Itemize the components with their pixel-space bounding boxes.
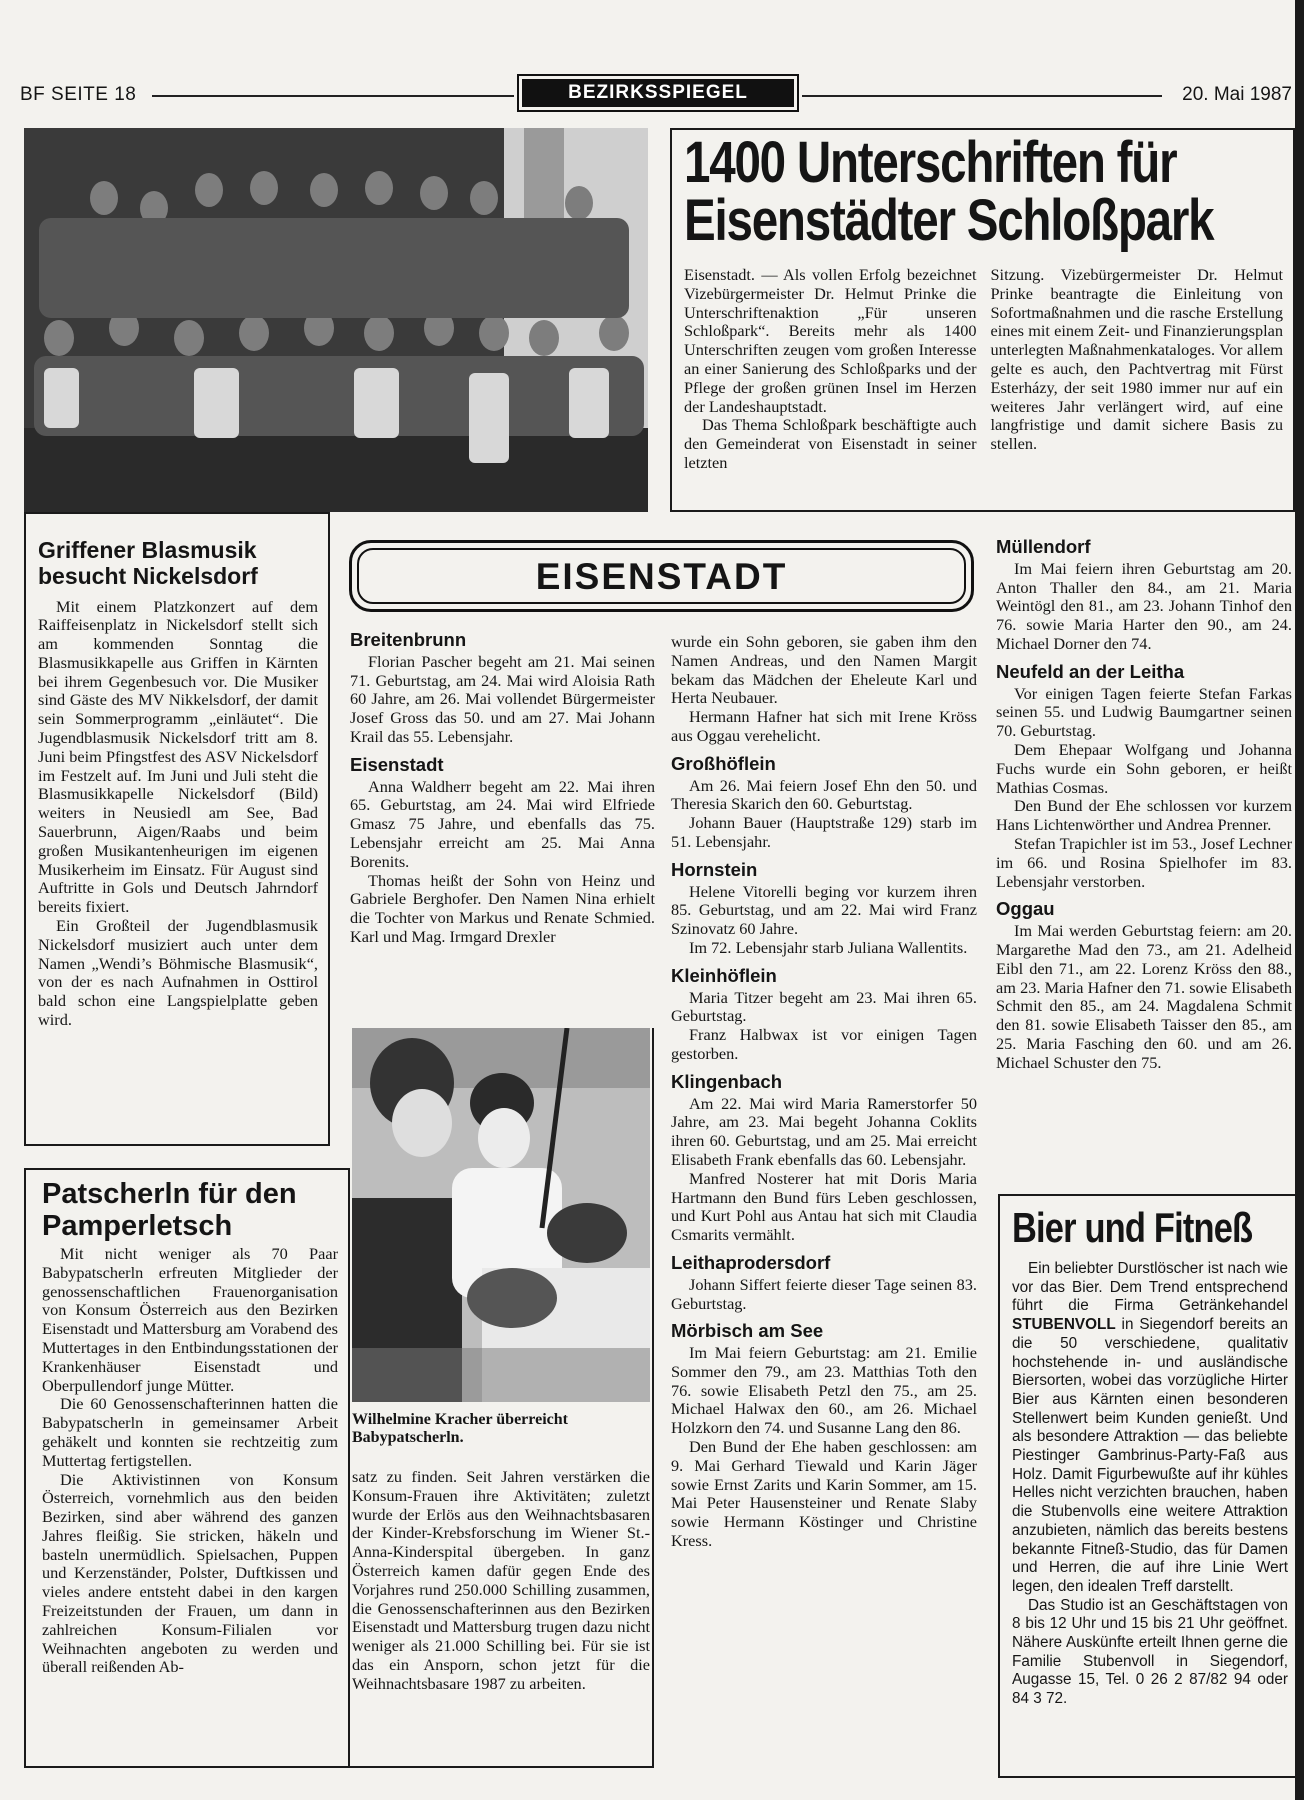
grosshoeflein-text-2: Johann Bauer (Hauptstraße 129) starb im 51. Lebensjahr. bbox=[671, 813, 977, 851]
section-banner bbox=[517, 74, 799, 112]
griffen-article bbox=[24, 512, 330, 1146]
header-rule-right bbox=[802, 95, 1162, 97]
leithaprodersdorf-heading: Leithaprodersdorf bbox=[671, 1251, 831, 1273]
bier-fitness-text-a: Ein beliebter Durstlöscher ist nach wie vor das Bier. Dem Trend entsprechend führt die Firma Getränkehandel bbox=[1012, 1260, 1288, 1315]
bier-fitness-text-b: in Siegendorf bereits an die 50 verschiedene, qualitativ hochstehende in- und ausländische Biersorten, wobei das vorzügliche Hirter Bier aus Kärnten einen besonderen Stellenwert beim Kunden genießt. Und als besondere Attraktion — das beliebte Piestinger Gambrinus-Party-Faß aus Holz. Damit Figurbewußte auf ihr kühles Helles nicht verzichten brauchen, haben die Stubenvolls eine weitere Attraktion anzubieten, nämlich das bereits bestens bekannte Fitneß-Studio, das für Damen und Herren, die auf ihre Linie Wert legen, den idealen Treff darstellt. bbox=[1012, 1316, 1288, 1595]
baby-photo-image bbox=[352, 1028, 650, 1402]
band-photo-image bbox=[24, 128, 648, 512]
grosshoeflein-heading: Großhöflein bbox=[671, 752, 776, 774]
lead-headline-line1: 1400 Unterschriften für bbox=[684, 130, 1177, 195]
hornstein-text-1: Helene Vitorelli beging vor kurzem ihren 85. Geburtstag, und am 22. Mai wird Franz Szinovatz 60 Jahre. bbox=[671, 881, 977, 939]
neufeld-text-3: Den Bund der Ehe schlossen vor kurzem Hans Lichtenwörther und Andrea Prenner. bbox=[996, 796, 1292, 835]
lead-column-1 bbox=[684, 266, 977, 473]
neufeld-heading: Neufeld an der Leitha bbox=[996, 660, 1185, 682]
page-edge bbox=[1295, 0, 1304, 1800]
griffen-paragraph-1: Mit einem Platzkonzert auf dem Raiffeisenplatz in Nickelsdorf stellt sich am kommenden Sonntag die Blasmusikkapelle aus Griffen in Kärnten bei ihrem Gegenbesuch vor. Die Musiker sind Gäste des MV Nikkelsdorf, der damit sein Sommerprogramm „einläutet“. Die Jugendblasmusik Nickelsdorf tritt am 8. Juni beim Pfingstfest des ASV Nickelsdorf im Festzelt auf. Im Juni und Juli steht die Blasmusikkapelle Nickelsdorf (Bild) weiters in Neusiedl am See, Bad Sauerbrunn, Aigen/Raabs und beim großen Musikantenheurigen im eigenen Musikerheim im Einsatz. Für August sind Auftritte in Gols und Deutsch Jahrndorf bereits fixiert. bbox=[38, 596, 318, 917]
issue-date: 20. Mai 1987 bbox=[1182, 84, 1292, 105]
patscherln-paragraph-4: satz zu finden. Seit Jahren verstärken die Konsum-Frauen ihre Aktivitäten; zuletzt wurde der Erlös aus den Weihnachtsbasaren der Kinder-Krebsforschung im Wiener St.-Anna-Kinderspital übergeben. In ganz Österreich kamen dafür gegen Ende des Vorjahres rund 250.000 Schilling zusammen, die Genossenschafterinnen aus den Bezirken Eisenstadt und Mattersburg trugen dazu nicht weniger als 21.000 Schilling bei. Für sie ist das ein Ansporn, schon jetzt für die Weihnachtsbasare 1987 zu arbeiten. bbox=[352, 1467, 650, 1693]
bier-fitness-paragraph-2: Das Studio ist an Geschäftstagen von 8 bis 12 Uhr und 15 bis 21 Uhr geöffnet. Nähere Auskünfte erteilt Ihnen gerne die Familie Stubenvoll in Siegendorf, Augasse 15, Tel. 0 26 2 87/82 94 oder 84 3 72. bbox=[1012, 1596, 1288, 1708]
eisenstadt-column-1 bbox=[350, 631, 655, 947]
patscherln-paragraph-3: Die Aktivistinnen von Konsum Österreich, vornehmlich aus den beiden Bezirken, sind aber während des ganzen Jahres fleißig. Sie stricken, häkeln und basteln unermüdlich. Spielsachen, Puppen und Kerzenständer, Polster, Duftkissen und vieles andere entsteht dabei in den kargen Freizeitstunden der Frauen, um dann in zahlreichen Konsum-Filialen vor Weihnachten angeboten zu werden und überall reißenden Ab- bbox=[42, 1469, 338, 1677]
lead-headline-line2: Eisenstädter Schloßpark bbox=[684, 188, 1214, 253]
neufeld-text-2: Dem Ehepaar Wolfgang und Johanna Fuchs wurde ein Sohn geboren, er heißt Mathias Cosmas. bbox=[996, 739, 1292, 797]
page-number: BF SEITE 18 bbox=[20, 84, 137, 105]
eisenstadt-banner bbox=[349, 540, 974, 612]
klingenbach-heading: Klingenbach bbox=[671, 1070, 783, 1092]
moerbisch-text-1: Im Mai feiern Geburtstag: am 21. Emilie Sommer den 79., am 23. Matthias Toth den 76. sowie Elisabeth Petzl den 75., am 25. Michael Halwax den 60., am 26. Michael Holzkorn den 74. und Susanne Lang den 86. bbox=[671, 1343, 977, 1438]
patscherln-headline: Patscherln für den Pamperletsch bbox=[42, 1178, 297, 1243]
bier-fitness-paragraph-1 bbox=[1012, 1260, 1288, 1597]
breitenbrunn-text: Florian Pascher begeht am 21. Mai seinen 71. Geburtstag, am 24. Mai wird Aloisia Rath 60 Jahre, am 26. Mai vollendet Bürgermeister Josef Gross das 50. und am 27. Mai Johann Krail das 55. Lebensjahr. bbox=[350, 651, 655, 746]
lead-paragraph-1: Eisenstadt. — Als vollen Erfolg bezeichnet Vizebürgermeister Dr. Helmut Prinke die Unterschriftenaktion „Für unseren Schloßpark“. Bereits mehr als 1400 Unterschriften zeugen vom großen Interesse an einer Sanierung des Schloßparks und der Pflege der großen grünen Insel im Herzen der Landeshauptstadt. bbox=[684, 265, 977, 416]
baby-photo-caption: Wilhelmine Kracher überreicht Babypatscherln. bbox=[352, 1411, 568, 1446]
kleinhoeflein-heading: Kleinhöflein bbox=[671, 964, 777, 986]
bier-fitness-headline: Bier und Fitneß bbox=[1012, 1204, 1253, 1251]
breitenbrunn-heading: Breitenbrunn bbox=[350, 629, 467, 650]
patscherln-continuation bbox=[348, 1028, 654, 1768]
lead-paragraph-2: Das Thema Schloßpark beschäftigte auch den Gemeinderat von Eisenstadt in seiner letzten bbox=[684, 415, 977, 472]
griffen-headline: Griffener Blasmusik besucht Nickelsdorf bbox=[38, 537, 258, 589]
bier-fitness-article bbox=[998, 1194, 1298, 1778]
leithaprodersdorf-text: Johann Siffert feierte dieser Tage seinen 83. Geburtstag. bbox=[671, 1274, 977, 1313]
oggau-heading: Oggau bbox=[996, 898, 1055, 920]
hornstein-heading: Hornstein bbox=[671, 858, 758, 880]
lead-article bbox=[670, 128, 1295, 512]
patscherln-body-continued bbox=[352, 1468, 650, 1694]
eisenstadt-column-3 bbox=[996, 538, 1292, 1073]
lead-paragraph-3: Sitzung. Vizebürgermeister Dr. Helmut Prinke beantragte die Einleitung von Sofortmaßnahmen und die rasche Erstellung eines mit einem Zeit- und Finanzierungsplan unterlegten Maßnahmenkataloges. Vor allem gelte es auch, den Pachtvertrag mit Fürst Esterházy, der seit 1980 immer nur auf ein weiteres Jahr verlängert wird, auf eine langfristige und damit sichere Basis zu stellen. bbox=[990, 265, 1283, 454]
header-rule-left bbox=[152, 95, 514, 97]
bier-fitness-body bbox=[1012, 1260, 1288, 1709]
muellendorf-text: Im Mai feiern ihren Geburtstag am 20. Anton Thaller den 84., am 21. Maria Weintögl den 81., am 23. Johann Tinhof den 76. sowie Maria Harter den 90., am 24. Michael Dorner den 74. bbox=[996, 558, 1292, 653]
band-photo bbox=[24, 128, 648, 512]
kleinhoeflein-text-2: Franz Halbwax ist vor einigen Tagen gestorben. bbox=[671, 1025, 977, 1063]
oggau-text: Im Mai werden Geburtstag feiern: am 20. Margarethe Mad den 73., am 21. Adelheid Eibl den 71., am 22. Lorenz Kröss den 88., am 23. Maria Hafner den 71. sowie Elisabeth Schmit den 85., am 24. Magdalena Schmit den 81. sowie Elisabeth Taisser den 85., am 25. Maria Fasching den 60. und am 26. Michael Schuster den 75. bbox=[996, 921, 1292, 1072]
moerbisch-text-2: Den Bund der Ehe haben geschlossen: am 9. Mai Gerhard Tiewald und Karin Jäger sowie Ernst Zarits und Karin Sommer, am 15. Mai Peter Hausensteiner und Renate Slaby sowie Hermann Köstinger und Christine Kress. bbox=[671, 1437, 977, 1551]
grosshoeflein-text-1: Am 26. Mai feiern Josef Ehn den 50. und Theresia Skarich den 60. Geburtstag. bbox=[671, 775, 977, 814]
patscherln-article bbox=[24, 1168, 350, 1768]
patscherln-body bbox=[42, 1245, 338, 1677]
eisenstadt-text-4: Hermann Hafner hat sich mit Irene Kröss aus Oggau verehelicht. bbox=[671, 707, 977, 745]
baby-photo bbox=[352, 1028, 650, 1402]
eisenstadt-column-2 bbox=[671, 633, 977, 1551]
eisenstadt-text-3: wurde ein Sohn geboren, sie gaben ihm den Namen Andreas, und den Namen Margit bekam das Mädchen der Eheleute Karl und Herta Neubauer. bbox=[671, 632, 977, 708]
eisenstadt-heading: Eisenstadt bbox=[350, 753, 444, 775]
patscherln-paragraph-2: Die 60 Genossenschafterinnen hatten die Babypatscherln in gemeinsamer Arbeit gehäkelt und konnten sie rechtzeitig zum Muttertag fertigstellen. bbox=[42, 1394, 338, 1470]
patscherln-paragraph-1: Mit nicht weniger als 70 Paar Babypatscherln erfreuten Mitglieder der genossenschaftlichen Frauenorganisation von Konsum Österreich aus den Bezirken Eisenstadt und Mattersburg am Vorabend des Muttertages in den Entbindungsstationen der Krankenhäuser Eisenstadt und Oberpullendorf junge Mütter. bbox=[42, 1243, 338, 1395]
klingenbach-text-2: Manfred Nosterer hat mit Doris Maria Hartmann den Bund fürs Leben geschlossen, und Kurt Pohl aus Antau hat sich mit Claudia Csmarits vermählt. bbox=[671, 1168, 977, 1245]
klingenbach-text-1: Am 22. Mai wird Maria Ramerstorfer 50 Jahre, am 23. Mai begeht Johanna Coklits ihren 60. Geburtstag, und am 25. Mai erreicht Elisabeth Frank ebenfalls das 60. Lebensjahr. bbox=[671, 1093, 977, 1169]
hornstein-text-2: Im 72. Lebensjahr starb Juliana Wallentits. bbox=[689, 937, 968, 957]
neufeld-text-1: Vor einigen Tagen feierte Stefan Farkas seinen 55. und Ludwig Baumgartner seinen 70. Geburtstag. bbox=[996, 683, 1292, 741]
eisenstadt-banner-text: EISENSTADT bbox=[357, 548, 966, 604]
griffen-paragraph-2: Ein Großteil der Jugendblasmusik Nickelsdorf musiziert auch unter dem Namen „Wendi’s Böhmische Blasmusik“, von der es nach Aufnahmen in Osttirol bald schon eine Langspielplatte geben wird. bbox=[38, 916, 318, 1030]
kleinhoeflein-text-1: Maria Titzer begeht am 23. Mai ihren 65. Geburtstag. bbox=[671, 987, 977, 1026]
neufeld-text-4: Stefan Trapichler ist im 53., Josef Lechner im 66. und Rosina Spielhofer im 83. Lebensjahr verstorben. bbox=[996, 833, 1292, 891]
eisenstadt-text-2: Thomas heißt der Sohn von Heinz und Gabriele Berghofer. Den Namen Nina erhielt die Tochter von Markus und Renate Schmied. Karl und Mag. Irmgard Drexler bbox=[350, 870, 655, 946]
eisenstadt-text-1: Anna Waldherr begeht am 22. Mai ihren 65. Geburtstag, am 24. Mai wird Elfriede Gmasz 75 Jahre, und ebenfalls das 75. Lebensjahr erreicht am 25. Mai Anna Borenits. bbox=[350, 776, 655, 871]
griffen-body bbox=[38, 598, 318, 1030]
section-title: BEZIRKSSPIEGEL bbox=[522, 79, 794, 107]
muellendorf-heading: Müllendorf bbox=[996, 536, 1091, 557]
lead-column-2 bbox=[991, 266, 1284, 473]
moerbisch-heading: Mörbisch am See bbox=[671, 1320, 824, 1342]
bier-fitness-brand: STUBENVOLL bbox=[1012, 1316, 1116, 1334]
